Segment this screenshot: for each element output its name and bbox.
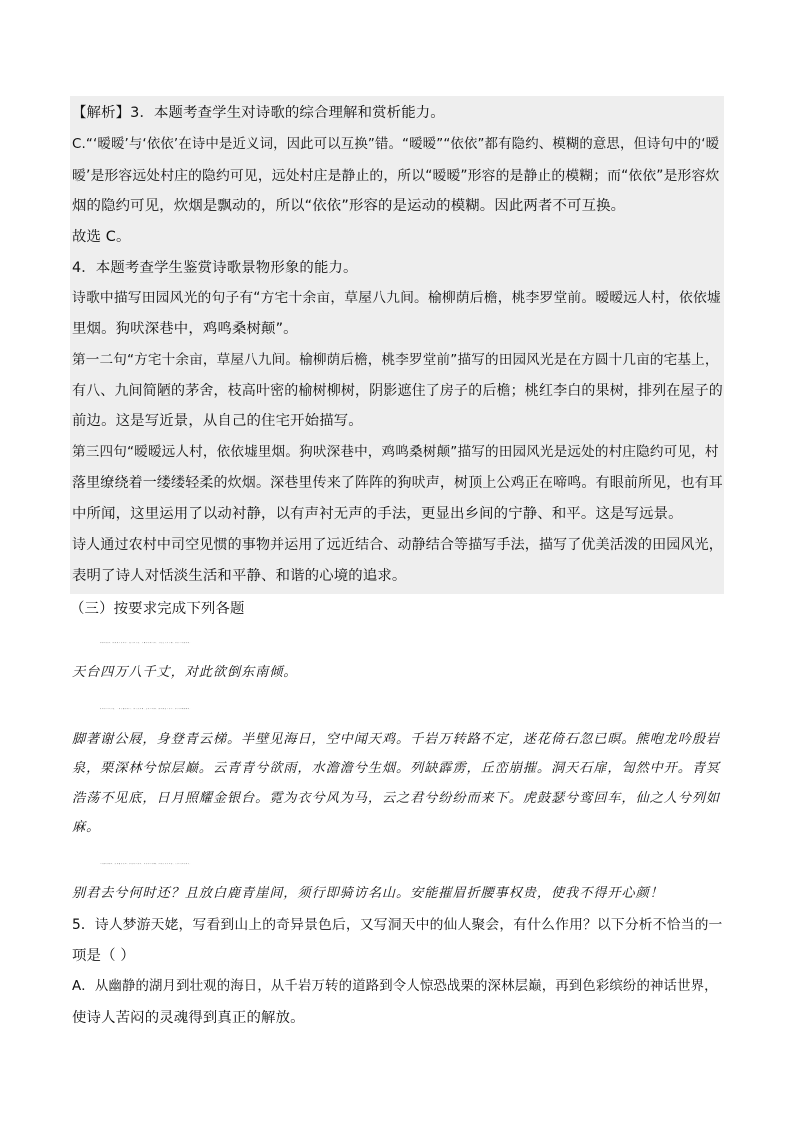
- analysis-line: 第三四句“暧暧远人村，依依墟里烟。狗吠深巷中，鸡鸣桑树颠”描写的田园风光是远处的村庄隐约可见，村: [72, 444, 719, 460]
- analysis-line: 里烟。狗吠深巷中，鸡鸣桑树颠”。: [72, 321, 298, 337]
- poem-line: 天台四万八千丈，对此欲倒东南倾。: [72, 665, 298, 680]
- poem-line: 泉，栗深林兮惊层巅。云青青兮欲雨，水澹澹兮生烟。列缺霹雳，丘峦崩摧。洞天石扉，訇然中开。青冥: [72, 761, 721, 776]
- question-stem: 项是（ ）: [72, 948, 135, 964]
- analysis-line: 暧’是形容远处村庄的隐约可见，远处村庄是静止的，所以“暧暧”形容的是静止的模糊；而“依依”是形容炊: [72, 168, 720, 184]
- question-stem: 5．诗人梦游天姥，写看到山上的奇异景色后，又写洞天中的仙人聚会，有什么作用？以下分析不恰当的一: [72, 917, 723, 933]
- section-heading: （三）按要求完成下列各题: [70, 601, 245, 617]
- poem-line: 我欲因之梦吴越，一夜飞度镜湖月。湖月照我影，送我至剡溪。谢公宿处今尚在，渌水荡漾清猿啼。: [100, 709, 192, 710]
- analysis-line: 诗人通过农村中司空见惯的事物并运用了远近结合、动静结合等描写手法，描写了优美活泼的田园风光，: [72, 537, 723, 553]
- poem-line: 脚著谢公屐，身登青云梯。半壁见海日，空中闻天鸡。千岩万转路不定，迷花倚石忽已暝。熊咆龙吟殷岩: [72, 732, 721, 747]
- analysis-line: 诗歌中描写田园风光的句子有“方宅十余亩，草屋八九间。榆柳荫后檐，桃李罗堂前。暧暧远人村，依依墟: [72, 290, 721, 306]
- poem-line: 麻。: [72, 820, 101, 835]
- analysis-line: 故选 C。: [72, 229, 131, 245]
- analysis-line: 中所闻，这里运用了以动衬静，以有声衬无声的手法，更显出乡间的宁静、和平。这是写远景。: [72, 506, 683, 522]
- option-a: 使诗人苦闷的灵魂得到真正的解放。: [72, 1010, 305, 1026]
- analysis-line: 【解析】3．本题考查学生对诗歌的综合理解和赏析能力。: [72, 105, 445, 121]
- analysis-line: 烟的隐约可见，炊烟是飘动的，所以“依依”形容的是运动的模糊。因此两者不可互换。: [72, 198, 626, 214]
- analysis-line: 第一二句“方宅十余亩，草屋八九间。榆柳荫后檐，桃李罗堂前”描写的田园风光是在方圆十几亩的宅基上，: [72, 352, 719, 368]
- poem-line: 海客谈瀛洲，烟涛微茫信难求；越人语天姥，云霞明灭或可睹。天姥连天向天横，势拔五岳掩赤城。: [100, 643, 192, 644]
- analysis-line: 落里缭绕着一缕缕轻柔的炊烟。深巷里传来了阵阵的狗吠声，树顶上公鸡正在啼鸣。有眼前所见，也有耳: [72, 475, 723, 491]
- option-a: A．从幽静的湖月到壮观的海日，从千岩万转的道路到令人惊恐战栗的深林层巅，再到色彩缤纷的神话世界，: [72, 979, 718, 994]
- poem-line: 浩荡不见底，日月照耀金银台。霓为衣兮风为马，云之君兮纷纷而来下。虎鼓瑟兮鸾回车，仙之人兮列如: [72, 791, 721, 806]
- analysis-line: C.“‘暧暧’与‘依依’在诗中是近义词，因此可以互换”错。“暧暧”“依依”都有隐约、模糊的意思，但诗句中的‘暧: [72, 137, 720, 152]
- analysis-line: 表明了诗人对恬淡生活和平静、和谐的心境的追求。: [72, 568, 407, 584]
- analysis-line: 4．本题考查学生鉴赏诗歌景物形象的能力。: [72, 260, 358, 276]
- analysis-line: 有八、九间简陋的茅舍，枝高叶密的榆树柳树，阴影遮住了房子的后檐；桃红李白的果树，排列在屋子的: [72, 383, 723, 399]
- poem-line: 忽魂悸以魄动，恍惊起而长嗟。惟觉时之枕席，失向来之烟霞。世间行乐亦如此，古来万事东流水。: [100, 864, 192, 865]
- poem-line: 别君去兮何时还？且放白鹿青崖间，须行即骑访名山。安能摧眉折腰事权贵，使我不得开心颜！: [72, 886, 664, 901]
- analysis-line: 前边。这是写近景，从自己的住宅开始描写。: [72, 413, 363, 429]
